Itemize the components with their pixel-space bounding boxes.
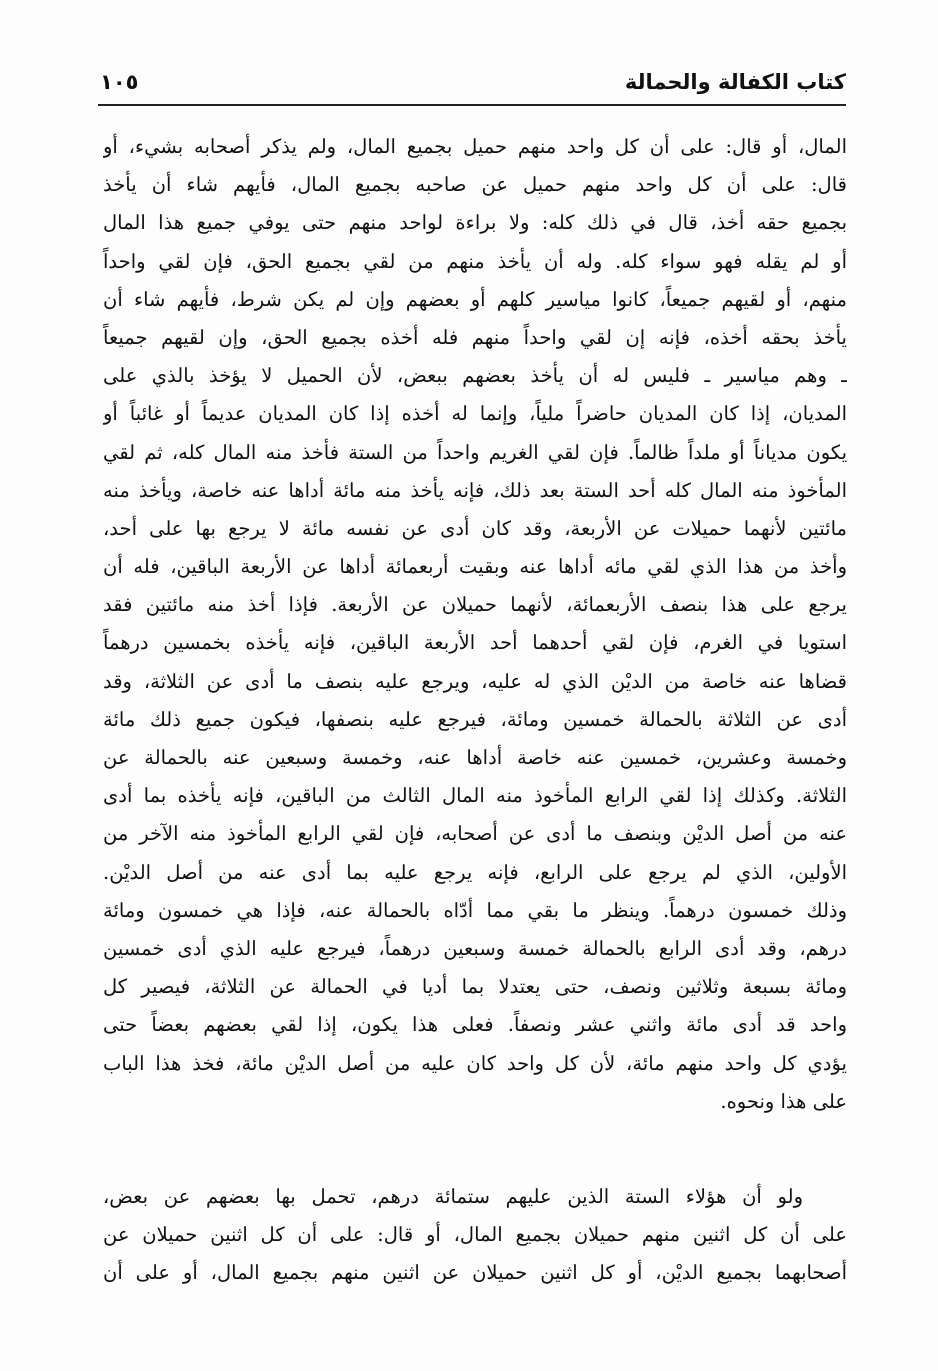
text-line: على هذا ونحوه.	[720, 1089, 847, 1113]
chapter-title: كتاب الكفالة والحمالة	[624, 70, 846, 94]
paragraph	[103, 128, 847, 1121]
text-line: استويا في الغرم، فإن لقي أحدهما أحد الأربعة الباقين، فإنه يأخذه بخمسين درهماً	[103, 631, 847, 655]
text-line: أو لم يقله فهو سواء كله. وله أن يأخذ منهم من لقي بجميع الحق، فإن لقي واحداً	[103, 249, 847, 273]
text-line: المال، أو قال: على أن كل واحد منهم حميل بجميع المال، ولم يذكر أصحابه بشيء، أو	[103, 135, 847, 158]
page-number: ١٠٥	[100, 70, 139, 94]
text-line: واحد قد أدى مائة واثني عشر ونصفاً. فعلى هذا يكون، إذا لقي بعضهم بعضاً حتى	[103, 1013, 847, 1037]
text-line: منهم، أو لقيهم جميعاً، كانوا مياسير كلهم أو بعضهم وإن لم يكن شرط، فأيهم شاء أن	[103, 287, 847, 311]
text-line: الأولين، الذي لم يرجع على الرابع، فإنه يرجع عليه بما أدى عنه من أصل الديْن.	[103, 860, 847, 884]
text-line: يرجع على هذا بنصف الأربعمائة، لأنهما حميلان عن الأربعة. فإذا أخذ منه مائتين فقد	[103, 593, 847, 617]
text-line: على أن كل اثنين منهم حميلان بجميع المال، أو قال: على أن كل اثنين حميلان عن	[103, 1223, 847, 1247]
text-line: درهم، وقد أدى الرابع بالحمالة خمسة وسبعين درهماً، فيرجع عليه الذي أدى خمسين	[103, 936, 847, 960]
text-line: قضاها عنه خاصة من الديْن الذي له عليه، ويرجع عليه بنصف ما أدى عن الثلاثة، وقد	[103, 669, 847, 693]
text-line: وذلك خمسون درهماً. وينظر ما بقي مما أدّاه بالحمالة عنه، فإذا هي خمسون ومائة	[103, 898, 847, 922]
text-line: وأخذ من هذا الذي لقي مائه أداها عنه وبقيت أربعمائة أداها عن الأربعة الباقين، فله أن	[103, 555, 847, 579]
text-line: يكون مدياناً أو ملداً ظالماً. فإن لقي الغريم واحداً من الستة فأخذ منه المال كله، ثم لقي	[103, 440, 847, 464]
running-header	[100, 62, 846, 102]
text-line: ومائة بسبعة وثلاثين ونصف، حتى يعتدلا بما أديا في الحمالة عن الثلاثة، فيصير كل	[103, 975, 847, 999]
text-line: أدى عن الثلاثة بالحمالة خمسين ومائة، فيرجع عليه بنصفها، فيكون جميع ذلك مائة	[103, 707, 847, 731]
paragraph	[103, 1178, 847, 1293]
text-line: المأخوذ منه المال كله أحد الستة بعد ذلك، فإنه يأخذ منه مائة أداها عنه خاصة، ويأخذ منه	[103, 478, 847, 502]
text-line: ـ وهم مياسير ـ فليس له أن يأخذ بعضهم ببعض، لأن الحميل لا يؤخذ بالذي على	[103, 364, 847, 388]
text-line: يؤدي كل واحد منهم مائة، لأن كل واحد كان عليه من أصل الديْن مائة، فخذ هذا الباب	[103, 1051, 847, 1075]
text-line: المديان، إذا كان المديان حاضراً ملياً، وإنما له أخذه إذا كان المديان عديماً أو غائباً أو	[103, 402, 847, 426]
text-line: بجميع حقه أخذ، قال في ذلك كله: ولا براءة لواحد منهم حتى يوفي جميع هذا المال	[103, 211, 847, 235]
text-line: يأخذ بحقه أخذه، فإنه إن لقي واحداً منهم فله أخذه بجميع الحق، وإن لقيهم جميعاً	[103, 325, 847, 349]
text-line: عنه من أصل الديْن وبنصف ما أدى عن أصحابه، فإن لقي الرابع المأخوذ منه الآخر من	[103, 822, 847, 846]
text-line: الثلاثة. وكذلك إذا لقي الرابع المأخوذ منه المال الثالث من الباقين، فإنه يأخذه بما أدى	[103, 784, 847, 808]
text-line: قال: على أن كل واحد منهم حميل عن صاحبه بجميع المال، فأيهم شاء أن يأخذ	[103, 173, 847, 197]
header-divider	[98, 104, 846, 106]
text-line: مائتين لأنهما حميلات عن الأربعة، وقد كان أدى عن نفسه مائة لا يرجع بها على أحد،	[103, 516, 847, 540]
paragraph-spacer	[103, 1121, 847, 1178]
text-line: وخمسة وعشرين، خمسين عنه خاصة أداها عنه، وخمسة وسبعين عنه بالحمالة عن	[103, 746, 847, 769]
body-text	[103, 128, 847, 1292]
text-line: أصحابهما بجميع الديْن، أو كل اثنين حميلان عن اثنين منهم بجميع المال، أو على أن	[103, 1261, 847, 1285]
text-line: ولو أن هؤلاء الستة الذين عليهم ستمائة درهم، تحمل بها بعضهم عن بعض،	[103, 1184, 803, 1208]
